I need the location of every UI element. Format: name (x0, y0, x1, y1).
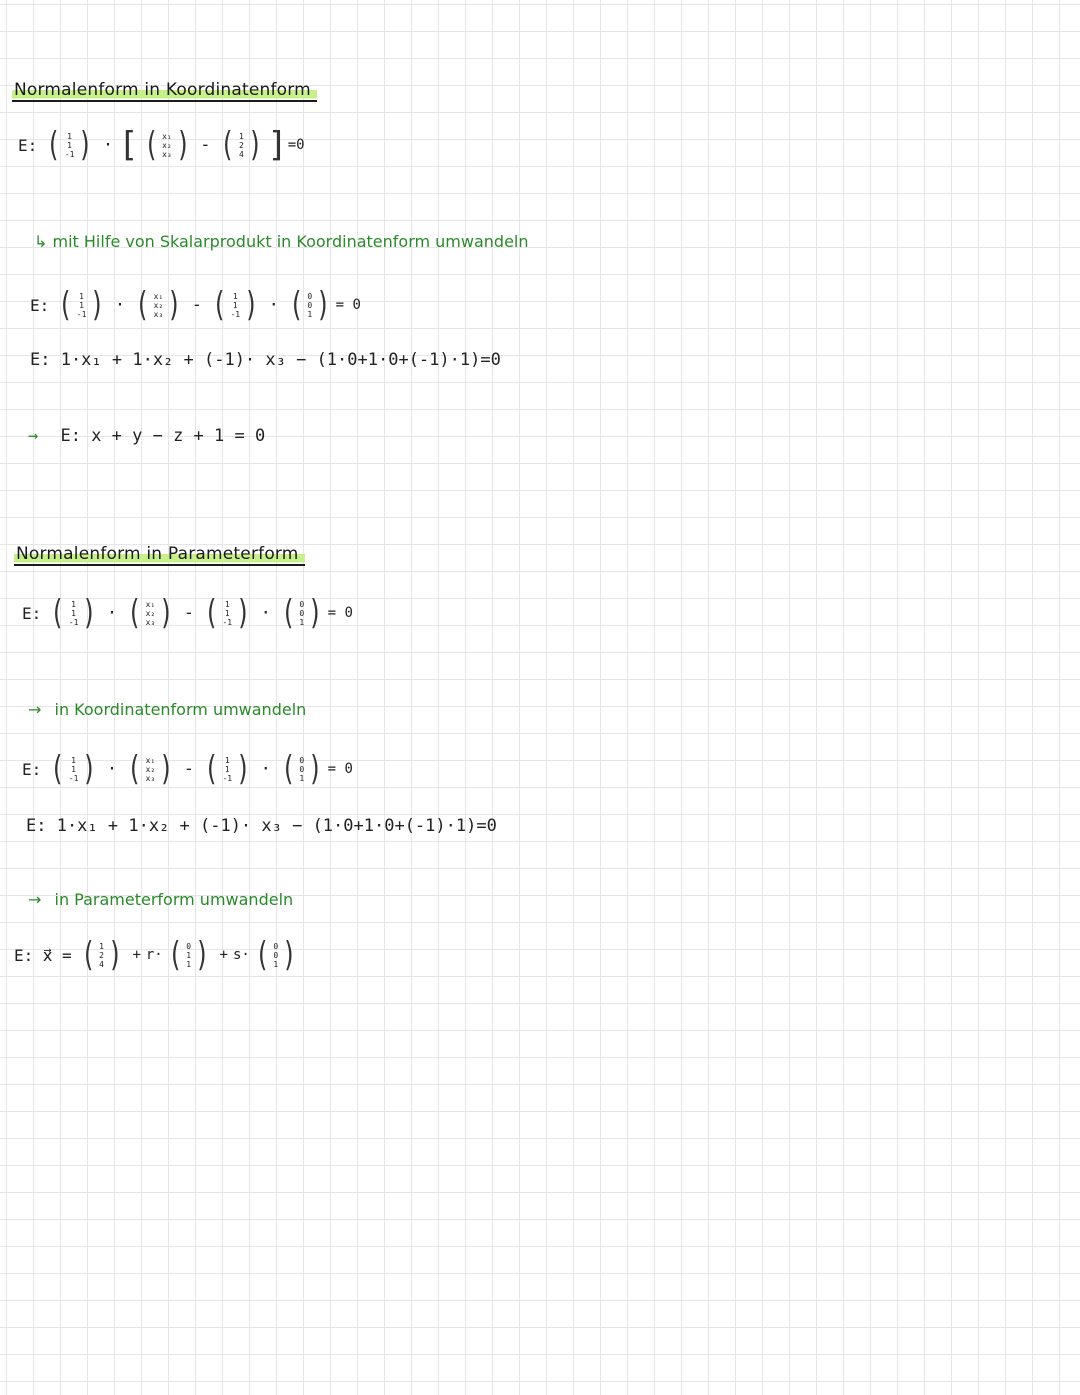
equation-expanded-2: E: 1·x₁ + 1·x₂ + (-1)· x₃ − (1·0+1·0+(-1)·1)=0 (26, 816, 497, 836)
equation-normal-form-3: E: ( 1 1 -1 ) · ( x₁ x₂ x₃ ) - ( 1 1 -1 ) · ( 0 0 1 ) = 0 (22, 593, 353, 633)
normal-vector: ( 1 1 -1 ) (50, 749, 97, 789)
parameter-s: s· (232, 947, 250, 963)
equation-parameter-form: E: x⃗ = ( 1 2 4 ) + r· ( 0 1 1 ) + s· ( 0 0 1 ) (14, 938, 302, 972)
heading-normal-to-parameter: Normalenform in Parameterform (14, 544, 305, 566)
normal-vector: ( 1 1 -1 ) (204, 593, 251, 633)
position-vector-x: ( x₁ x₂ x₃ ) (127, 749, 174, 789)
heading-normal-to-coordinate: Normalenform in Koordinatenform (12, 80, 317, 102)
close-bracket: ] (267, 125, 288, 165)
equation-expanded: E: 1·x₁ + 1·x₂ + (-1)· x₃ − (1·0+1·0+(-1)·1)=0 (30, 350, 501, 370)
open-bracket: [ (118, 125, 139, 165)
parameter-r: r· (145, 947, 163, 963)
dot-operator: · (102, 135, 114, 155)
equation-label: E: (30, 295, 50, 315)
direction-vector-u: ( 0 1 1 ) (167, 935, 210, 975)
equation-label: E: (22, 759, 42, 779)
position-vector-x: ( x₁ x₂ x₃ ) (127, 593, 174, 633)
normal-vector: ( 1 1 -1 ) (212, 285, 259, 325)
equation-normal-form-1 (18, 125, 305, 165)
equation-label: E: (22, 603, 42, 623)
equation-label: E: x⃗ = (14, 945, 72, 965)
normal-vector: ( 1 1 -1 ) (204, 749, 251, 789)
result-coordinate-form (28, 426, 265, 446)
arrow-right-icon: → (28, 426, 39, 446)
hook-arrow-icon: ↳ (34, 232, 48, 251)
direction-vector-v: ( 0 0 1 ) (254, 935, 297, 975)
support-vector: ( 1 2 4 ) (220, 125, 263, 165)
equals-zero: =0 (287, 137, 305, 153)
arrow-right-icon: → (28, 700, 42, 719)
note-scalar-product (34, 232, 529, 251)
support-vector: ( 0 0 1 ) (288, 285, 331, 325)
support-vector: ( 0 0 1 ) (280, 593, 323, 633)
normal-vector: ( 1 1 -1 ) (50, 593, 97, 633)
equation-normal-form-2: E: ( 1 1 -1 ) · ( x₁ x₂ x₃ ) - ( 1 1 -1 ) · ( 0 0 1 ) = 0 (30, 285, 361, 325)
equals-zero: = 0 (327, 761, 353, 777)
minus-operator: - (200, 135, 211, 155)
normal-vector: ( 1 1 -1 ) (58, 285, 105, 325)
position-vector-x: ( x₁ x₂ x₃ ) (135, 285, 182, 325)
support-vector: ( 0 0 1 ) (280, 749, 323, 789)
note-to-coordinate (28, 700, 306, 719)
position-vector-x: ( x₁ x₂ x₃ ) (143, 125, 191, 165)
note-text: in Parameterform umwandeln (54, 890, 294, 909)
support-vector: ( 1 2 4 ) (80, 935, 123, 975)
note-to-parameter (28, 890, 293, 909)
note-text: mit Hilfe von Skalarprodukt in Koordinatenform umwandeln (52, 232, 529, 251)
equals-zero: = 0 (335, 297, 361, 313)
note-text: in Koordinatenform umwandeln (54, 700, 307, 719)
result-equation: E: x + y − z + 1 = 0 (60, 426, 266, 446)
equation-label: E: (18, 135, 38, 155)
normal-vector: ( 1 1 -1 ) (46, 125, 93, 165)
equals-zero: = 0 (327, 605, 353, 621)
equation-normal-form-4: E: ( 1 1 -1 ) · ( x₁ x₂ x₃ ) - ( 1 1 -1 ) · ( 0 0 1 ) = 0 (22, 749, 353, 789)
arrow-right-icon: → (28, 890, 42, 909)
